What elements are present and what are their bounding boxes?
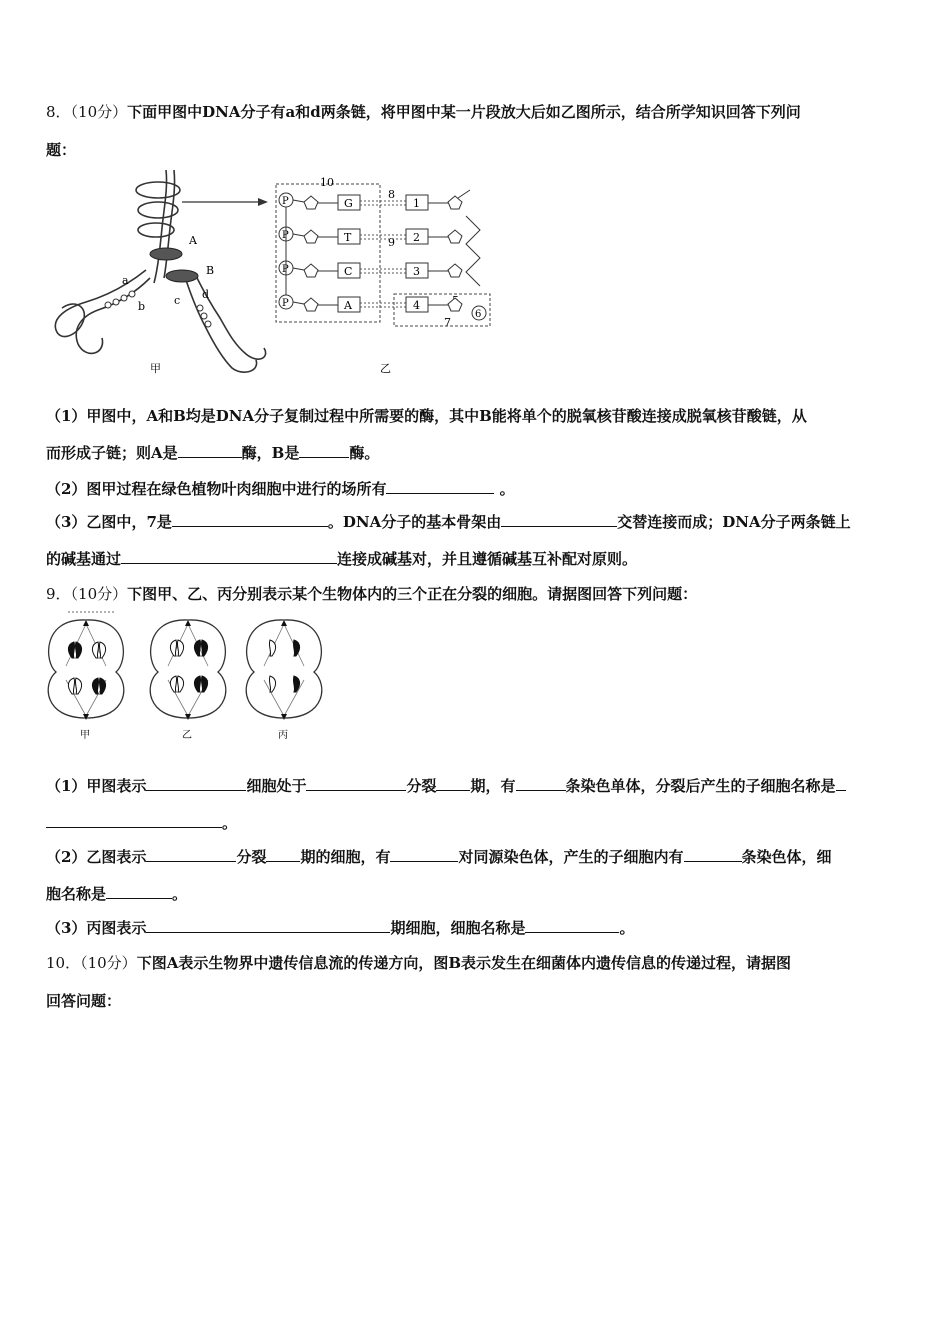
q9-p3-text-a: （3）丙图表示: [46, 919, 147, 937]
q9-p2-text-d: 对同源染色体，产生的子细胞内有: [458, 848, 684, 866]
q9-stem-text: 下图甲、乙、丙分别表示某个生物体内的三个正在分裂的细胞。请据图回答下列问题：: [127, 585, 698, 603]
base-right-label: 2: [413, 231, 420, 244]
base-left-label: C: [344, 265, 353, 278]
answer-blank[interactable]: [306, 776, 406, 791]
figure-jia: [46, 168, 276, 382]
answer-blank[interactable]: [172, 512, 328, 527]
q9-p2-text-c: 期的细胞，有: [300, 848, 391, 866]
deoxyribose-right: [448, 230, 462, 243]
base-right-label: 3: [413, 265, 420, 278]
q9-score: （10分）: [70, 585, 128, 603]
phosphate-label: P: [282, 196, 289, 207]
q9-p1-text-a: （1）甲图表示: [46, 777, 147, 795]
q10-score: （10分）: [80, 954, 137, 972]
base-left-label: G: [344, 197, 353, 210]
jia-label-a: a: [122, 274, 129, 287]
q8-p1-line2: [46, 443, 379, 463]
q8-stem-text: 下面甲图中DNA分子有a和d两条链，将甲图中某一片段放大后如乙图所示，结合所学知识回答下列问: [127, 103, 801, 121]
q8-p2-text-a: （2）图甲过程在绿色植物叶肉细胞中进行的场所有: [46, 480, 387, 498]
yi-label-9: 9: [388, 236, 395, 249]
q8-p1-text-c: 酶。: [349, 444, 380, 462]
q9-p2-line2: [46, 884, 187, 904]
q8-p2: [46, 479, 515, 499]
answer-blank[interactable]: [436, 776, 470, 791]
jia-strand-b: [76, 278, 150, 353]
answer-blank[interactable]: [46, 813, 222, 828]
answer-blank[interactable]: [516, 776, 566, 791]
q8-p3-text-c: 交替连接而成；DNA分子两条链上: [617, 513, 851, 531]
q8-p3-text-d: 的碱基通过: [46, 550, 122, 568]
q9-p3-text-c: 。: [619, 919, 635, 937]
q10-stem-text: 下图A表示生物界中遗传信息流的传递方向，图B表示发生在细菌体内遗传信息的传递过程，请据图: [136, 954, 792, 972]
q9-number: 9．: [46, 585, 71, 603]
q9-stem: [46, 584, 697, 604]
jia-label-B: B: [206, 264, 215, 277]
cell-outline: [48, 620, 124, 718]
figure-cells: [46, 606, 336, 750]
q8-p3-text-b: 。DNA分子的基本骨架由: [327, 513, 502, 531]
base-left-label: A: [344, 299, 352, 312]
cell-label: 乙: [182, 730, 192, 741]
q9-p3-text-b: 期细胞，细胞名称是: [390, 919, 526, 937]
deoxyribose-left: [304, 230, 318, 243]
q10-number: 10．: [46, 954, 81, 972]
answer-blank[interactable]: [146, 847, 236, 862]
q9-p2-text-e: 条染色体，细: [741, 848, 832, 866]
yi-label-6: 6: [475, 309, 482, 320]
q9-p2-text-a: （2）乙图表示: [46, 848, 147, 866]
answer-blank[interactable]: [836, 776, 846, 791]
phosphate-label: P: [282, 230, 289, 241]
answer-blank[interactable]: [684, 847, 742, 862]
q9-p2-text-g: 。: [172, 885, 188, 903]
jia-label-d: d: [202, 288, 210, 301]
answer-blank[interactable]: [390, 847, 458, 862]
answer-blank[interactable]: [106, 884, 172, 899]
jia-top-strand: [154, 170, 167, 283]
deoxyribose-right: [448, 298, 462, 311]
figure-yi: [270, 172, 500, 381]
base-left-label: T: [344, 231, 352, 244]
jia-strand-a: [55, 270, 146, 337]
deoxyribose-left: [304, 264, 318, 277]
deoxyribose-left: [304, 196, 318, 209]
q9-p1-line2: [46, 813, 237, 833]
q9-p1-text-c: 分裂: [406, 777, 437, 795]
answer-blank[interactable]: [146, 776, 246, 791]
answer-blank[interactable]: [178, 443, 242, 458]
q9-p1-text-e: 条染色单体，分裂后产生的子细胞名称是: [565, 777, 836, 795]
q8-p3-line1: [46, 512, 851, 532]
yi-caption: 乙: [380, 362, 391, 375]
cell-outline: [150, 620, 226, 718]
phosphate-label: P: [282, 298, 289, 309]
q10-stem-line1: [46, 953, 791, 973]
q8-stem-line1: [46, 102, 801, 122]
jia-strand-c: [186, 280, 257, 372]
answer-blank[interactable]: [299, 443, 349, 458]
q8-p3-text-e: 连接成碱基对，并且遵循碱基互补配对原则。: [337, 550, 638, 568]
q9-p2-text-f: 胞名称是: [46, 885, 107, 903]
cell-label: 甲: [80, 730, 90, 741]
deoxyribose-right: [448, 196, 462, 209]
q8-p1-text-a: 而形成子链；则A是: [46, 444, 178, 462]
jia-label-A: A: [189, 234, 197, 247]
answer-blank[interactable]: [146, 918, 390, 933]
deoxyribose-left: [304, 298, 318, 311]
answer-blank[interactable]: [525, 918, 619, 933]
jia-label-c: c: [174, 294, 181, 307]
q8-p2-text-b: 。: [494, 480, 515, 498]
jia-label-b: b: [138, 300, 146, 313]
base-right-label: 1: [413, 197, 420, 210]
jia-helix-turn: [138, 223, 174, 237]
yi-label-10: 10: [320, 176, 334, 189]
answer-blank[interactable]: [501, 512, 617, 527]
deoxyribose-right: [448, 264, 462, 277]
answer-blank[interactable]: [266, 847, 300, 862]
q8-p1-line1: （1）甲图中，A和B均是DNA分子复制过程中所需要的酶，其中B能将单个的脱氧核苷酸连接成脱氧核苷酸链，从: [46, 407, 807, 425]
cell-label: 丙: [278, 730, 288, 741]
q9-p2-line1: [46, 847, 832, 867]
q9-p1-text-b: 细胞处于: [246, 777, 307, 795]
answer-blank[interactable]: [386, 479, 494, 494]
yi-label-8: 8: [388, 188, 395, 201]
answer-blank[interactable]: [121, 549, 337, 564]
q8-p3-line2: [46, 549, 637, 569]
q8-score: （10分）: [70, 103, 128, 121]
cell-outline: [246, 620, 322, 718]
q9-p2-text-b: 分裂: [236, 848, 267, 866]
q10-stem-line2: 回答问题：: [46, 992, 122, 1010]
yi-label-7: 7: [444, 316, 451, 329]
q8-p1-text-b: 酶，B是: [241, 444, 300, 462]
jia-caption: 甲: [150, 362, 161, 375]
magnify-arrowhead: [258, 198, 268, 206]
q9-p1-text-f: 。: [222, 814, 238, 832]
q8-number: 8．: [46, 103, 71, 121]
q8-stem-line2: 题：: [46, 141, 77, 159]
enzyme-B-shape: [166, 270, 198, 282]
q9-p1-line1: [46, 776, 846, 796]
q8-p3-text-a: （3）乙图中，7是: [46, 513, 172, 531]
q9-p1-text-d: 期，有: [470, 777, 516, 795]
q9-p3: [46, 918, 634, 938]
enzyme-A-shape: [150, 248, 182, 260]
phosphate-label: P: [282, 264, 289, 275]
base-right-label: 4: [413, 299, 420, 312]
